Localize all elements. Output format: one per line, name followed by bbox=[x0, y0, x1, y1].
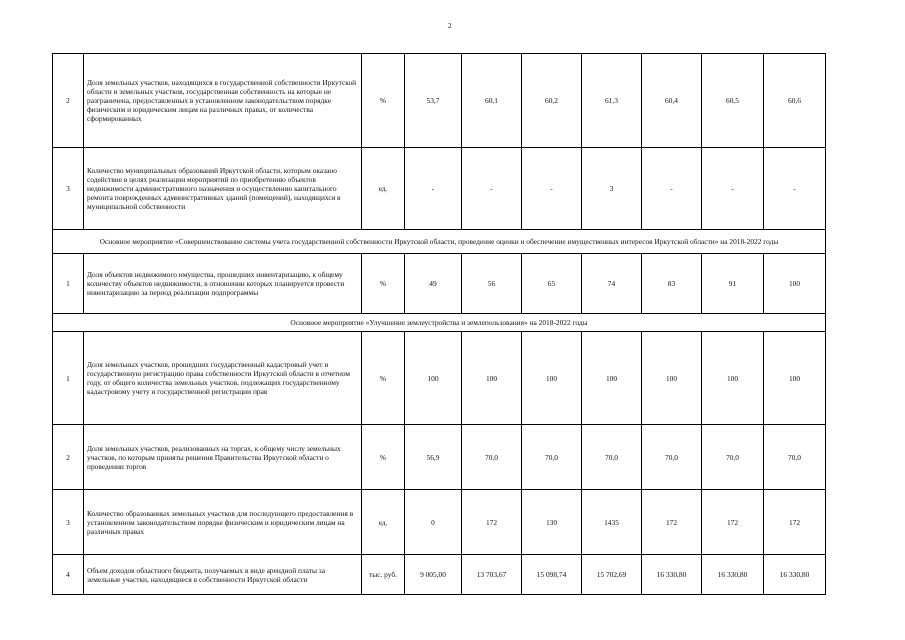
indicator-name-cell: Доля земельных участков, находящихся в государственной собственности Иркутской области и земельных участков, государственная собственность на которые не разграничена, предоставленных в установленном законодательством порядке физическим и юридическим лицам на различных правах, от количества сформированных bbox=[84, 54, 362, 148]
unit-cell: % bbox=[362, 54, 405, 148]
row-number-cell: 2 bbox=[53, 54, 84, 148]
unit-cell: % bbox=[362, 332, 405, 425]
value-cell: 9 005,00 bbox=[405, 555, 462, 595]
indicator-name-cell: Количество муниципальных образований Иркутской области, которым оказано содействие в целях реализации мероприятий по приобретению объектов недвижимости административного назначения и осуществлению капитального ремонта поврежденных административных зданий (помещений), находящихся в муниципальной собственности bbox=[84, 148, 362, 230]
value-cell: 15 098,74 bbox=[522, 555, 582, 595]
value-cell: 100 bbox=[764, 332, 826, 425]
row-number-cell: 1 bbox=[53, 332, 84, 425]
value-cell: 70,0 bbox=[462, 425, 522, 490]
section-title: Основное мероприятие «Улучшение землеустройства и землепользования» на 2018-2022 годы bbox=[53, 314, 826, 332]
value-cell: 172 bbox=[702, 490, 764, 555]
value-cell: 60,6 bbox=[764, 54, 826, 148]
value-cell: 100 bbox=[764, 254, 826, 314]
value-cell: 16 330,80 bbox=[764, 555, 826, 595]
row-number-cell: 3 bbox=[53, 490, 84, 555]
value-cell: 60,5 bbox=[702, 54, 764, 148]
value-cell: - bbox=[462, 148, 522, 230]
value-cell: 100 bbox=[522, 332, 582, 425]
section-title: Основное мероприятие «Совершенствование системы учета государственной собственности Иркутской области, проведение оценки и обеспечение имущественных интересов Иркутской области» на 2018-2022 годы bbox=[53, 230, 826, 254]
section-header-row bbox=[53, 314, 826, 332]
value-cell: 70,0 bbox=[522, 425, 582, 490]
value-cell: 16 330,80 bbox=[642, 555, 702, 595]
value-cell: 100 bbox=[405, 332, 462, 425]
row-number-cell: 4 bbox=[53, 555, 84, 595]
value-cell: 70,0 bbox=[702, 425, 764, 490]
value-cell: 100 bbox=[702, 332, 764, 425]
value-cell: 70,0 bbox=[582, 425, 642, 490]
value-cell: 100 bbox=[462, 332, 522, 425]
value-cell: 172 bbox=[462, 490, 522, 555]
value-cell: 0 bbox=[405, 490, 462, 555]
value-cell: 49 bbox=[405, 254, 462, 314]
value-cell: 70,0 bbox=[764, 425, 826, 490]
unit-cell: ед. bbox=[362, 148, 405, 230]
indicator-name-cell: Объем доходов областного бюджета, получаемых в виде арендной платы за земельные участки, находящиеся в собственности Иркутской области bbox=[84, 555, 362, 595]
value-cell: - bbox=[522, 148, 582, 230]
value-cell: 130 bbox=[522, 490, 582, 555]
indicator-name-cell: Доля объектов недвижимого имущества, прошедших инвентаризацию, к общему количеству объектов недвижимости, в отношении которых планируется провести инвентаризацию за период реализации подпрограммы bbox=[84, 254, 362, 314]
indicator-name-cell: Доля земельных участков, прошедших государственный кадастровый учет и государственную регистрацию права собственности Иркутской области в отчетном году, от общего количества земельных участков, подлежащих государственному кадастровому учету и государственной регистрации прав bbox=[84, 332, 362, 425]
value-cell: - bbox=[405, 148, 462, 230]
table-row bbox=[53, 254, 826, 314]
value-cell: - bbox=[702, 148, 764, 230]
row-number-cell: 3 bbox=[53, 148, 84, 230]
value-cell: 60,1 bbox=[462, 54, 522, 148]
value-cell: 1435 bbox=[582, 490, 642, 555]
value-cell: 16 330,80 bbox=[702, 555, 764, 595]
value-cell: 74 bbox=[582, 254, 642, 314]
unit-cell: ед. bbox=[362, 490, 405, 555]
indicator-name-cell: Количество образованных земельных участков для последующего предоставления в установленном законодательством порядке физическим и юридическим лицам на различных правах bbox=[84, 490, 362, 555]
table-row bbox=[53, 54, 826, 148]
value-cell: 172 bbox=[764, 490, 826, 555]
value-cell: 100 bbox=[642, 332, 702, 425]
row-number-cell: 2 bbox=[53, 425, 84, 490]
indicators-table bbox=[52, 53, 826, 595]
table-row bbox=[53, 555, 826, 595]
value-cell: 56 bbox=[462, 254, 522, 314]
table-row bbox=[53, 490, 826, 555]
page-number: 2 bbox=[448, 22, 452, 30]
value-cell: 83 bbox=[642, 254, 702, 314]
unit-cell: тыс. руб. bbox=[362, 555, 405, 595]
value-cell: 56,9 bbox=[405, 425, 462, 490]
value-cell: 65 bbox=[522, 254, 582, 314]
value-cell: 172 bbox=[642, 490, 702, 555]
value-cell: 53,7 bbox=[405, 54, 462, 148]
value-cell: 61,3 bbox=[582, 54, 642, 148]
value-cell: 91 bbox=[702, 254, 764, 314]
section-header-row bbox=[53, 230, 826, 254]
value-cell: - bbox=[642, 148, 702, 230]
value-cell: - bbox=[764, 148, 826, 230]
table-row bbox=[53, 148, 826, 230]
value-cell: 60,4 bbox=[642, 54, 702, 148]
table-row bbox=[53, 425, 826, 490]
value-cell: 3 bbox=[582, 148, 642, 230]
unit-cell: % bbox=[362, 254, 405, 314]
value-cell: 13 703,67 bbox=[462, 555, 522, 595]
value-cell: 70,0 bbox=[642, 425, 702, 490]
row-number-cell: 1 bbox=[53, 254, 84, 314]
value-cell: 15 702,69 bbox=[582, 555, 642, 595]
indicator-name-cell: Доля земельных участков, реализованных на торгах, к общему числу земельных участков, по которым приняты решения Правительства Иркутской области о проведении торгов bbox=[84, 425, 362, 490]
value-cell: 100 bbox=[582, 332, 642, 425]
table-row bbox=[53, 332, 826, 425]
value-cell: 60,2 bbox=[522, 54, 582, 148]
unit-cell: % bbox=[362, 425, 405, 490]
